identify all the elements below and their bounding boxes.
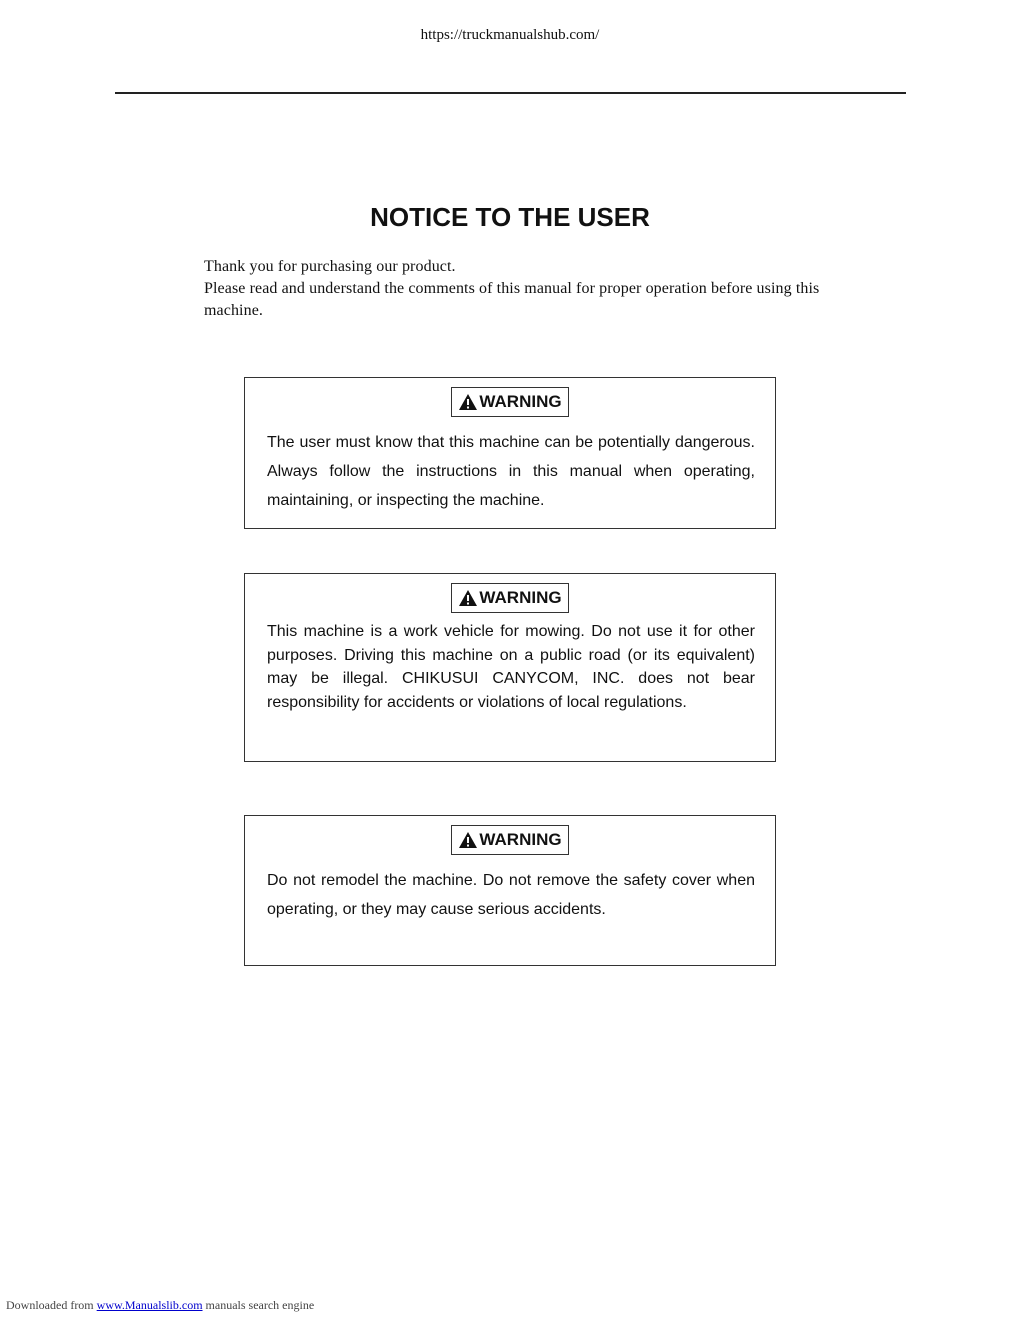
warning-label xyxy=(451,583,569,613)
warning-box-3 xyxy=(244,815,776,966)
warning-text: This machine is a work vehicle for mowing. Do not use it for other purposes. Driving this machine on a public road (or its equivalent) may be illegal. CHIKUSUI CANYCOM, INC. does not bear responsibility for accidents or violations of local regulations. xyxy=(267,623,755,711)
warning-label xyxy=(451,825,569,855)
warning-label-text: WARNING xyxy=(479,588,562,607)
warning-triangle-icon xyxy=(458,589,478,607)
footer-prefix: Downloaded from xyxy=(6,1298,94,1312)
manualslib-link[interactable]: www.Manualslib.com xyxy=(96,1298,203,1312)
intro-text xyxy=(204,256,824,322)
warning-text: Do not remodel the machine. Do not remove the safety cover when operating, or they may cause serious accidents. xyxy=(267,872,755,918)
footer-suffix: manuals search engine xyxy=(205,1298,315,1312)
header-divider xyxy=(115,92,906,94)
warning-triangle-icon xyxy=(458,393,478,411)
warning-triangle-icon xyxy=(458,831,478,849)
warning-label-text: WARNING xyxy=(479,392,562,411)
warning-label xyxy=(451,387,569,417)
intro-line: Please read and understand the comments of this manual for proper operation before using this machine. xyxy=(204,280,820,319)
header-url: https://truckmanualshub.com/ xyxy=(420,27,600,43)
footer xyxy=(6,1298,314,1313)
warning-label-text: WARNING xyxy=(479,830,562,849)
warning-text: The user must know that this machine can be potentially dangerous. Always follow the instructions in this manual when operating, maintaining, or inspecting the machine. xyxy=(267,434,755,509)
page-title: NOTICE TO THE USER xyxy=(370,202,650,232)
warning-box-1 xyxy=(244,377,776,529)
warning-box-2 xyxy=(244,573,776,762)
intro-line: Thank you for purchasing our product. xyxy=(204,258,456,275)
